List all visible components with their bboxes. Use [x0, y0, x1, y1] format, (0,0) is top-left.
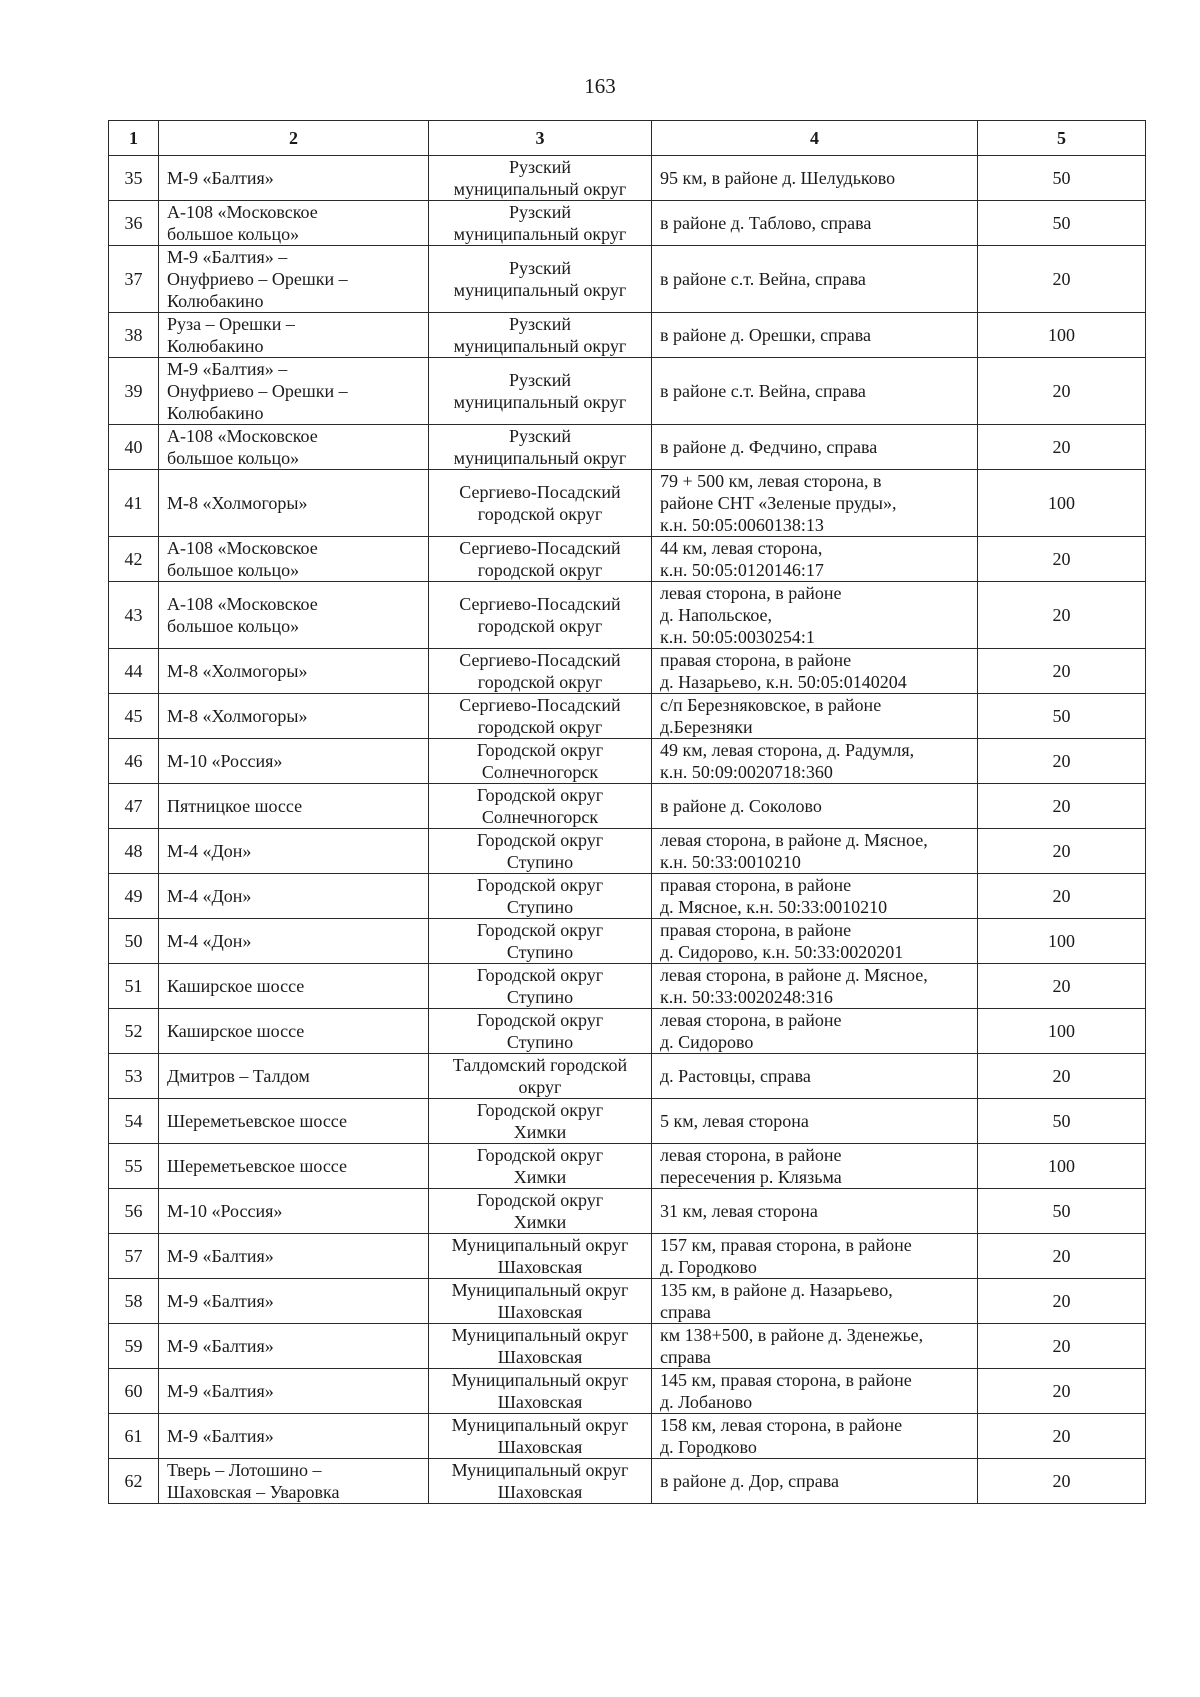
location-description: 145 км, правая сторона, в районе д. Лобаново	[652, 1369, 978, 1414]
table-row	[109, 694, 1146, 739]
column-5-value: 20	[978, 1369, 1146, 1414]
header-row	[109, 121, 1146, 156]
municipal-district: Городской округ Солнечногорск	[429, 739, 652, 784]
column-5-value: 20	[978, 874, 1146, 919]
road-name: Каширское шоссе	[159, 964, 429, 1009]
column-5-value: 50	[978, 694, 1146, 739]
municipal-district: Муниципальный округ Шаховская	[429, 1459, 652, 1504]
location-description: с/п Березняковское, в районе д.Березняки	[652, 694, 978, 739]
municipal-district: Городской округ Химки	[429, 1189, 652, 1234]
column-5-value: 20	[978, 739, 1146, 784]
location-description: 158 км, левая сторона, в районе д. Городково	[652, 1414, 978, 1459]
municipal-district: Муниципальный округ Шаховская	[429, 1369, 652, 1414]
location-description: км 138+500, в районе д. Зденежье, справа	[652, 1324, 978, 1369]
road-name: Пятницкое шоссе	[159, 784, 429, 829]
table-row	[109, 1099, 1146, 1144]
location-description: левая сторона, в районе д. Мясное, к.н. 50:33:0020248:316	[652, 964, 978, 1009]
municipal-district: Муниципальный округ Шаховская	[429, 1414, 652, 1459]
road-name: М-9 «Балтия»	[159, 156, 429, 201]
row-number: 46	[109, 739, 159, 784]
row-number: 54	[109, 1099, 159, 1144]
location-description: левая сторона, в районе пересечения р. Клязьма	[652, 1144, 978, 1189]
table-row	[109, 425, 1146, 470]
column-5-value: 20	[978, 1279, 1146, 1324]
road-name: Тверь – Лотошино – Шаховская – Уваровка	[159, 1459, 429, 1504]
column-5-value: 100	[978, 919, 1146, 964]
table-row	[109, 964, 1146, 1009]
column-5-value: 50	[978, 1189, 1146, 1234]
road-name: А-108 «Московское большое кольцо»	[159, 537, 429, 582]
row-number: 38	[109, 313, 159, 358]
road-name: М-10 «Россия»	[159, 739, 429, 784]
column-header-3: 3	[429, 121, 652, 156]
table-row	[109, 1234, 1146, 1279]
road-name: М-8 «Холмогоры»	[159, 694, 429, 739]
row-number: 37	[109, 246, 159, 313]
road-name: М-9 «Балтия»	[159, 1234, 429, 1279]
road-name: М-8 «Холмогоры»	[159, 649, 429, 694]
column-5-value: 100	[978, 1009, 1146, 1054]
table-row	[109, 1009, 1146, 1054]
column-5-value: 20	[978, 784, 1146, 829]
municipal-district: Сергиево-Посадский городской округ	[429, 582, 652, 649]
location-description: 49 км, левая сторона, д. Радумля, к.н. 50:09:0020718:360	[652, 739, 978, 784]
table-row	[109, 1414, 1146, 1459]
municipal-district: Рузский муниципальный округ	[429, 201, 652, 246]
column-5-value: 20	[978, 582, 1146, 649]
road-name: М-4 «Дон»	[159, 874, 429, 919]
row-number: 41	[109, 470, 159, 537]
table-row	[109, 829, 1146, 874]
table-row	[109, 919, 1146, 964]
municipal-district: Муниципальный округ Шаховская	[429, 1279, 652, 1324]
row-number: 56	[109, 1189, 159, 1234]
road-name: М-9 «Балтия»	[159, 1414, 429, 1459]
location-description: 135 км, в районе д. Назарьево, справа	[652, 1279, 978, 1324]
table-header	[109, 121, 1146, 156]
row-number: 48	[109, 829, 159, 874]
road-name: Шереметьевское шоссе	[159, 1144, 429, 1189]
municipal-district: Рузский муниципальный округ	[429, 156, 652, 201]
road-name: А-108 «Московское большое кольцо»	[159, 425, 429, 470]
municipal-district: Рузский муниципальный округ	[429, 313, 652, 358]
location-description: в районе д. Дор, справа	[652, 1459, 978, 1504]
table-row	[109, 1279, 1146, 1324]
row-number: 45	[109, 694, 159, 739]
municipal-district: Городской округ Ступино	[429, 919, 652, 964]
row-number: 39	[109, 358, 159, 425]
row-number: 59	[109, 1324, 159, 1369]
location-description: 157 км, правая сторона, в районе д. Городково	[652, 1234, 978, 1279]
row-number: 49	[109, 874, 159, 919]
row-number: 55	[109, 1144, 159, 1189]
page-number: 163	[584, 74, 616, 98]
column-header-2: 2	[159, 121, 429, 156]
row-number: 57	[109, 1234, 159, 1279]
row-number: 61	[109, 1414, 159, 1459]
table-row	[109, 874, 1146, 919]
column-5-value: 20	[978, 425, 1146, 470]
table-row	[109, 1459, 1146, 1504]
table-row	[109, 649, 1146, 694]
municipal-district: Городской округ Ступино	[429, 964, 652, 1009]
table-row	[109, 313, 1146, 358]
road-name: А-108 «Московское большое кольцо»	[159, 201, 429, 246]
location-description: в районе д. Федчино, справа	[652, 425, 978, 470]
table-body	[109, 156, 1146, 1504]
row-number: 35	[109, 156, 159, 201]
municipal-district: Сергиево-Посадский городской округ	[429, 694, 652, 739]
road-name: М-9 «Балтия»	[159, 1369, 429, 1414]
table-row	[109, 1189, 1146, 1234]
column-5-value: 20	[978, 1324, 1146, 1369]
location-description: правая сторона, в районе д. Сидорово, к.н. 50:33:0020201	[652, 919, 978, 964]
road-name: Руза – Орешки – Колюбакино	[159, 313, 429, 358]
location-description: в районе д. Таблово, справа	[652, 201, 978, 246]
column-header-4: 4	[652, 121, 978, 156]
column-5-value: 50	[978, 156, 1146, 201]
table-row	[109, 1054, 1146, 1099]
location-description: в районе д. Соколово	[652, 784, 978, 829]
road-name: М-4 «Дон»	[159, 919, 429, 964]
municipal-district: Рузский муниципальный округ	[429, 358, 652, 425]
municipal-district: Муниципальный округ Шаховская	[429, 1324, 652, 1369]
row-number: 58	[109, 1279, 159, 1324]
column-header-5: 5	[978, 121, 1146, 156]
column-5-value: 50	[978, 201, 1146, 246]
location-description: правая сторона, в районе д. Назарьево, к.н. 50:05:0140204	[652, 649, 978, 694]
table-row	[109, 201, 1146, 246]
table-row	[109, 470, 1146, 537]
column-5-value: 20	[978, 1054, 1146, 1099]
column-5-value: 20	[978, 1234, 1146, 1279]
column-5-value: 20	[978, 537, 1146, 582]
location-description: 79 + 500 км, левая сторона, в районе СНТ «Зеленые пруды», к.н. 50:05:0060138:13	[652, 470, 978, 537]
location-description: правая сторона, в районе д. Мясное, к.н. 50:33:0010210	[652, 874, 978, 919]
row-number: 36	[109, 201, 159, 246]
location-description: левая сторона, в районе д. Напольское, к.н. 50:05:0030254:1	[652, 582, 978, 649]
location-description: 5 км, левая сторона	[652, 1099, 978, 1144]
road-name: А-108 «Московское большое кольцо»	[159, 582, 429, 649]
municipal-district: Городской округ Солнечногорск	[429, 784, 652, 829]
row-number: 51	[109, 964, 159, 1009]
road-name: М-10 «Россия»	[159, 1189, 429, 1234]
registry-table	[108, 120, 1146, 1504]
row-number: 47	[109, 784, 159, 829]
location-description: в районе д. Орешки, справа	[652, 313, 978, 358]
row-number: 43	[109, 582, 159, 649]
municipal-district: Городской округ Химки	[429, 1144, 652, 1189]
municipal-district: Талдомский городской округ	[429, 1054, 652, 1099]
column-5-value: 100	[978, 313, 1146, 358]
table-row	[109, 1369, 1146, 1414]
municipal-district: Городской округ Химки	[429, 1099, 652, 1144]
municipal-district: Сергиево-Посадский городской округ	[429, 649, 652, 694]
municipal-district: Рузский муниципальный округ	[429, 246, 652, 313]
location-description: 95 км, в районе д. Шелудьково	[652, 156, 978, 201]
municipal-district: Рузский муниципальный округ	[429, 425, 652, 470]
column-5-value: 20	[978, 649, 1146, 694]
road-name: М-8 «Холмогоры»	[159, 470, 429, 537]
column-5-value: 20	[978, 1414, 1146, 1459]
road-name: М-4 «Дон»	[159, 829, 429, 874]
municipal-district: Муниципальный округ Шаховская	[429, 1234, 652, 1279]
column-header-1: 1	[109, 121, 159, 156]
road-name: М-9 «Балтия» – Онуфриево – Орешки – Колюбакино	[159, 358, 429, 425]
table-row	[109, 582, 1146, 649]
road-name: Шереметьевское шоссе	[159, 1099, 429, 1144]
row-number: 60	[109, 1369, 159, 1414]
table-row	[109, 246, 1146, 313]
municipal-district: Сергиево-Посадский городской округ	[429, 470, 652, 537]
road-name: Дмитров – Талдом	[159, 1054, 429, 1099]
municipal-district: Городской округ Ступино	[429, 1009, 652, 1054]
row-number: 42	[109, 537, 159, 582]
table-row	[109, 537, 1146, 582]
table-row	[109, 1324, 1146, 1369]
row-number: 44	[109, 649, 159, 694]
column-5-value: 100	[978, 1144, 1146, 1189]
column-5-value: 20	[978, 964, 1146, 1009]
column-5-value: 20	[978, 1459, 1146, 1504]
location-description: левая сторона, в районе д. Сидорово	[652, 1009, 978, 1054]
municipal-district: Городской округ Ступино	[429, 829, 652, 874]
location-description: левая сторона, в районе д. Мясное, к.н. 50:33:0010210	[652, 829, 978, 874]
column-5-value: 20	[978, 246, 1146, 313]
column-5-value: 20	[978, 358, 1146, 425]
row-number: 53	[109, 1054, 159, 1099]
column-5-value: 50	[978, 1099, 1146, 1144]
road-name: М-9 «Балтия»	[159, 1279, 429, 1324]
road-name: М-9 «Балтия» – Онуфриево – Орешки – Колюбакино	[159, 246, 429, 313]
municipal-district: Городской округ Ступино	[429, 874, 652, 919]
column-5-value: 100	[978, 470, 1146, 537]
municipal-district: Сергиево-Посадский городской округ	[429, 537, 652, 582]
row-number: 40	[109, 425, 159, 470]
road-name: Каширское шоссе	[159, 1009, 429, 1054]
table-row	[109, 739, 1146, 784]
location-description: 44 км, левая сторона, к.н. 50:05:0120146:17	[652, 537, 978, 582]
table-row	[109, 156, 1146, 201]
table-row	[109, 1144, 1146, 1189]
row-number: 50	[109, 919, 159, 964]
location-description: в районе с.т. Вейна, справа	[652, 358, 978, 425]
road-name: М-9 «Балтия»	[159, 1324, 429, 1369]
location-description: д. Растовцы, справа	[652, 1054, 978, 1099]
row-number: 52	[109, 1009, 159, 1054]
table-row	[109, 784, 1146, 829]
column-5-value: 20	[978, 829, 1146, 874]
location-description: в районе с.т. Вейна, справа	[652, 246, 978, 313]
row-number: 62	[109, 1459, 159, 1504]
location-description: 31 км, левая сторона	[652, 1189, 978, 1234]
table-row	[109, 358, 1146, 425]
